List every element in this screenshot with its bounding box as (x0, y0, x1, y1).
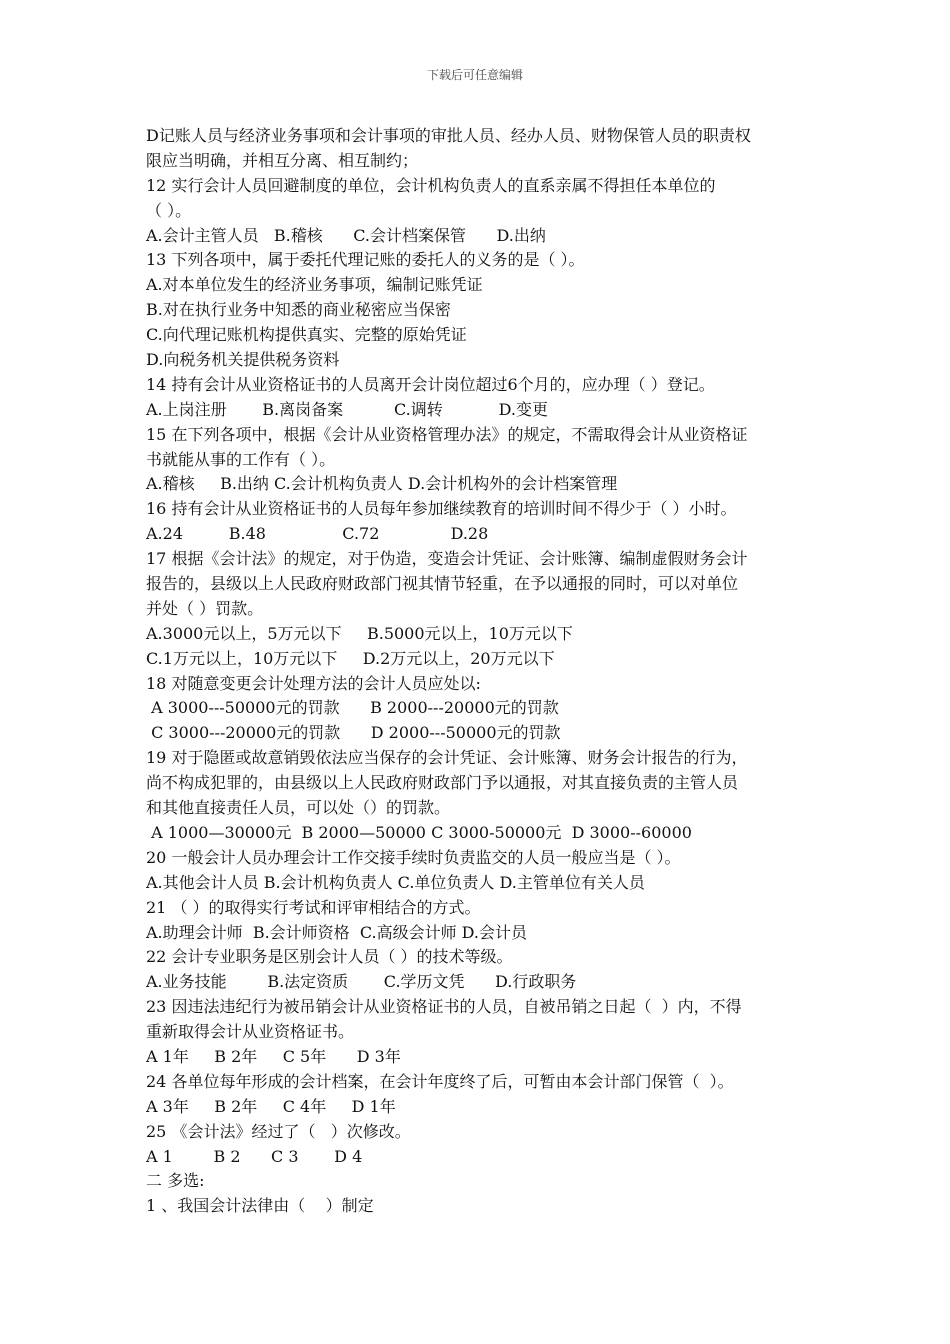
text-line: 18 对随意变更会计处理方法的会计人员应处以: (146, 673, 481, 693)
text-line: C.向代理记账机构提供真实、完整的原始凭证 (146, 325, 467, 345)
text-line: D记账人员与经济业务事项和会计事项的审批人员、经办人员、财物保管人员的职责权 (146, 126, 751, 145)
text-line: D.向税务机关提供税务资料 (146, 350, 340, 370)
text-line: 和其他直接责任人员，可以处（）的罚款。 (146, 798, 451, 818)
text-line: 21 （ ）的取得实行考试和评审相结合的方式。 (146, 897, 481, 917)
text-line: 22 会计专业职务是区别会计人员（ ）的技术等级。 (146, 947, 513, 967)
text-line: 重新取得会计从业资格证书。 (146, 1022, 355, 1042)
text-line: A.上岗注册 B.离岗备案 C.调转 D.变更 (146, 399, 548, 419)
text-line: 报告的，县级以上人民政府财政部门视其情节轻重，在予以通报的同时，可以对单位 (146, 574, 739, 594)
text-line: A.对本单位发生的经济业务事项，编制记账凭证 (146, 275, 483, 295)
text-line: 17 根据《会计法》的规定，对于伪造，变造会计凭证、会计账簿、编制虚假财务会计 (146, 549, 748, 569)
text-line: 限应当明确，并相互分离、相互制约； (146, 150, 419, 170)
text-line: C.1万元以上，10万元以下 D.2万元以上，20万元以下 (146, 648, 555, 668)
text-line: A 1年 B 2年 C 5年 D 3年 (146, 1046, 401, 1066)
text-line: （ ）。 (146, 200, 192, 220)
text-line: A.助理会计师 B.会计师资格 C.高级会计师 D.会计员 (146, 922, 528, 942)
text-line: 24 各单位每年形成的会计档案，在会计年度终了后，可暂由本会计部门保管（ ）。 (146, 1071, 734, 1091)
text-line: C 3000---20000元的罚款 D 2000---50000元的罚款 (146, 723, 561, 743)
text-line: 1 、我国会计法律由（ ）制定 (146, 1196, 374, 1216)
text-line: A.会计主管人员 B.稽核 C.会计档案保管 D.出纳 (146, 225, 546, 245)
document-body (146, 124, 816, 1219)
text-line: 20 一般会计人员办理会计工作交接手续时负责监交的人员一般应当是（ ）。 (146, 847, 681, 867)
text-line: 12 实行会计人员回避制度的单位，会计机构负责人的直系亲属不得担任本单位的 (146, 175, 716, 195)
text-line: B.对在执行业务中知悉的商业秘密应当保密 (146, 300, 451, 320)
text-line: 14 持有会计从业资格证书的人员离开会计岗位超过6个月的，应办理（ ）登记。 (146, 374, 715, 394)
text-line: A.其他会计人员 B.会计机构负责人 C.单位负责人 D.主管单位有关人员 (146, 872, 645, 892)
text-line: 二 多选: (146, 1171, 205, 1191)
text-line: A 1000—30000元 B 2000—50000 C 3000-50000元 D 3000--60000 (146, 822, 692, 842)
text-line: 并处（ ）罚款。 (146, 598, 264, 618)
text-line: 25 《会计法》经过了（ ）次修改。 (146, 1121, 411, 1141)
text-line: 13 下列各项中，属于委托代理记账的委托人的义务的是（ ）。 (146, 250, 585, 270)
text-line: 19 对于隐匿或故意销毁依法应当保存的会计凭证、会计账簿、财务会计报告的行为， (146, 748, 748, 768)
text-line: 尚不构成犯罪的，由县级以上人民政府财政部门予以通报，对其直接负责的主管人员 (146, 773, 739, 793)
text-line: 16 持有会计从业资格证书的人员每年参加继续教育的培训时间不得少于（ ）小时。 (146, 499, 737, 519)
text-line: A 3年 B 2年 C 4年 D 1年 (146, 1096, 396, 1116)
text-line: A.3000元以上，5万元以下 B.5000元以上，10万元以下 (146, 623, 573, 643)
page-header: 下载后可任意编辑 (426, 68, 523, 82)
text-line: A.24 B.48 C.72 D.28 (146, 524, 489, 544)
text-line: A 1 B 2 C 3 D 4 (146, 1146, 363, 1166)
text-line: A.稽核 B.出纳 C.会计机构负责人 D.会计机构外的会计档案管理 (146, 474, 618, 494)
text-line: 书就能从事的工作有（ ）。 (146, 449, 336, 469)
text-line: 15 在下列各项中，根据《会计从业资格管理办法》的规定，不需取得会计从业资格证 (146, 424, 748, 444)
text-line: 23 因违法违纪行为被吊销会计从业资格证书的人员，自被吊销之日起（ ）内，不得 (146, 997, 742, 1017)
text-line: A 3000---50000元的罚款 B 2000---20000元的罚款 (146, 698, 559, 718)
text-line: A.业务技能 B.法定资质 C.学历文凭 D.行政职务 (146, 972, 577, 992)
